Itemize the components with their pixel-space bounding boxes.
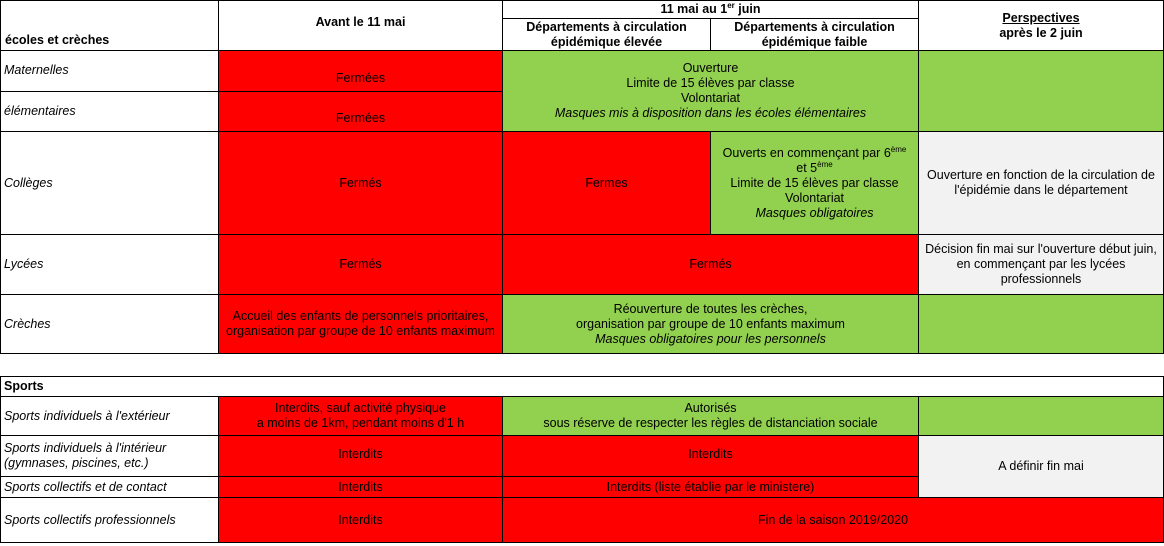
sports-perspectives-text: A définir fin mai xyxy=(998,459,1084,473)
primary-perspectives-cell xyxy=(918,50,1164,132)
sports-collectifs-period-text: Interdits (liste établie par le ministere) xyxy=(606,479,815,494)
colleges-low-line-1: Ouverts en commençant par 6ème xyxy=(722,144,907,160)
colleges-low-line-2: et 5ème xyxy=(796,159,833,175)
sports-collectifs-before-cell xyxy=(218,476,503,498)
header-perspectives-subtitle: après le 2 juin xyxy=(999,25,1083,40)
sports-pro-period-text: Fin de la saison 2019/2020 xyxy=(757,512,909,527)
row-label-sports-ind-int: Sports individuels à l'intérieur (gymnases, piscines, etc.) xyxy=(0,435,219,477)
header-perspectives-title: Perspectives xyxy=(1002,10,1080,25)
lycees-period-text: Fermés xyxy=(689,257,732,271)
colleges-perspectives-text: Ouverture en fonction de la circulation de l'épidémie dans le département xyxy=(927,168,1155,197)
colleges-before-cell xyxy=(218,131,503,235)
colleges-perspectives-cell xyxy=(918,131,1164,235)
colleges-high-circulation-text: Fermes xyxy=(585,175,628,190)
header-period-label: 11 mai au 1er juin xyxy=(660,0,761,16)
row-label-sports-collectifs: Sports collectifs et de contact xyxy=(0,476,219,498)
colleges-high-circulation-cell xyxy=(502,131,711,235)
header-before xyxy=(218,0,503,51)
maternelles-before-text: Fermées xyxy=(335,70,386,85)
sports-ind-int-before-text: Interdits xyxy=(338,447,383,461)
sports-ind-int-period-text: Interdits xyxy=(688,447,733,461)
row-label-maternelles: Maternelles xyxy=(0,50,219,92)
elementaires-before-cell xyxy=(218,91,503,132)
schools-column-label: écoles et crèches xyxy=(5,33,110,47)
sports-ind-ext-period-line-2: sous réserve de respecter les règles de distanciation sociale xyxy=(543,416,878,430)
creches-period-masks: Masques obligatoires pour les personnels xyxy=(595,331,826,346)
header-high-circulation xyxy=(502,18,711,51)
sports-ind-ext-before-cell xyxy=(218,396,503,436)
sports-pro-before-cell xyxy=(218,497,503,543)
row-label-lycees: Lycées xyxy=(0,234,219,295)
lycees-perspectives-text: Décision fin mai sur l'ouverture début juin, en commençant par les lycées professionnels xyxy=(925,242,1157,286)
row-label-creches: Crèches xyxy=(0,294,219,354)
row-label-sports-pro: Sports collectifs professionnels xyxy=(0,497,219,543)
header-high-circulation-label: Départements à circulation épidémique élevée xyxy=(526,19,687,49)
lycees-before-text: Fermés xyxy=(339,257,382,271)
lycees-before-cell xyxy=(218,234,503,295)
sports-section-title: Sports xyxy=(4,379,44,393)
sports-ind-ext-perspectives-cell xyxy=(918,396,1164,436)
sports-section-header xyxy=(0,376,1164,397)
colleges-low-line-4: Volontariat xyxy=(784,190,845,205)
header-perspectives xyxy=(918,0,1164,51)
creches-period-cell xyxy=(502,294,919,354)
row-label-elementaires: élémentaires xyxy=(0,91,219,132)
maternelles-before-cell xyxy=(218,50,503,92)
creches-before-cell xyxy=(218,294,503,354)
creches-period-line-2: organisation par groupe de 10 enfants maximum xyxy=(576,316,845,331)
sports-pro-period-cell xyxy=(502,497,1164,543)
creches-period-line-1: Réouverture de toutes les crèches, xyxy=(613,301,808,316)
sports-pro-before-text: Interdits xyxy=(338,512,383,527)
colleges-low-masks: Masques obligatoires xyxy=(755,205,874,220)
lycees-period-cell xyxy=(502,234,919,295)
row-label-colleges: Collèges xyxy=(0,131,219,235)
lycees-perspectives-cell xyxy=(918,234,1164,295)
creches-perspectives-cell xyxy=(918,294,1164,354)
primary-period-masks: Masques mis à disposition dans les écoles élémentaires xyxy=(554,106,867,120)
sports-ind-ext-period-cell xyxy=(502,396,919,436)
sports-perspectives-cell xyxy=(918,435,1164,498)
elementaires-before-text: Fermées xyxy=(335,111,386,125)
colleges-before-text: Fermés xyxy=(339,175,382,190)
header-corner xyxy=(0,0,219,51)
primary-period-line-2: Limite de 15 élèves par classe xyxy=(626,76,795,90)
colleges-low-line-3: Limite de 15 élèves par classe xyxy=(730,175,899,190)
header-low-circulation-label: Départements à circulation épidémique faible xyxy=(734,19,895,49)
colleges-low-circulation-cell xyxy=(710,131,919,235)
creches-before-text: Accueil des enfants de personnels prioritaires, organisation par groupe de 10 enfants maximum xyxy=(226,309,495,338)
sports-collectifs-period-cell xyxy=(502,476,919,498)
header-low-circulation xyxy=(710,18,919,51)
sports-ind-ext-before-line-1: Interdits, sauf activité physique xyxy=(275,401,446,415)
header-before-label: Avant le 11 mai xyxy=(315,15,406,29)
row-label-sports-ind-ext: Sports individuels à l'extérieur xyxy=(0,396,219,436)
sports-ind-ext-period-line-1: Autorisés xyxy=(684,401,737,415)
sports-collectifs-before-text: Interdits xyxy=(338,479,383,494)
sports-ind-int-before-cell xyxy=(218,435,503,477)
primary-period-line-1: Ouverture xyxy=(682,61,739,75)
sports-ind-ext-before-line-2: a moins de 1km, pendant moins d'1 h xyxy=(256,416,465,430)
sports-ind-int-period-cell xyxy=(502,435,919,477)
header-period xyxy=(502,0,919,19)
primary-period-cell xyxy=(502,50,919,132)
primary-period-line-3: Volontariat xyxy=(680,91,741,105)
